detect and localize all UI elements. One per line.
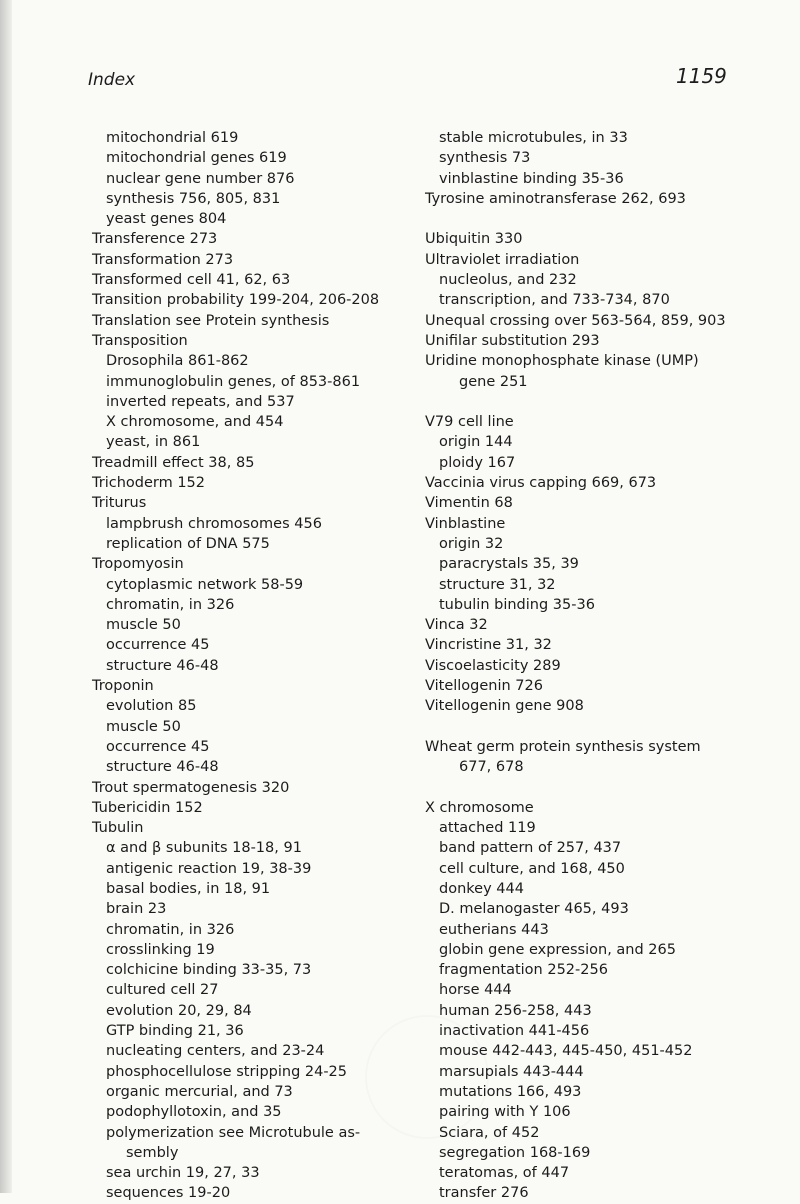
index-entry: Vinblastine xyxy=(425,515,506,532)
index-subentry: nucleolus, and 232 xyxy=(439,272,577,289)
index-spacer xyxy=(425,209,765,229)
index-subentry: Sciara, of 452 xyxy=(439,1124,540,1141)
index-subentry: X chromosome, and 454 xyxy=(106,414,284,431)
index-subentry: globin gene expression, and 265 xyxy=(439,941,676,958)
index-subentry: teratomas, of 447 xyxy=(439,1165,570,1182)
index-subentry: Drosophila 861-862 xyxy=(106,353,249,370)
index-subentry: inactivation 441-456 xyxy=(439,1023,590,1040)
index-subentry: synthesis 756, 805, 831 xyxy=(106,190,281,207)
index-subentry: structure 46-48 xyxy=(106,657,219,674)
page-number: 1159 xyxy=(676,64,727,88)
index-subentry: lampbrush chromosomes 456 xyxy=(106,515,322,532)
index-subentry: sequences 19-20 xyxy=(106,1185,231,1202)
index-subentry: inverted repeats, and 537 xyxy=(106,393,295,410)
index-subentry: muscle 50 xyxy=(106,718,181,735)
index-subentry: mutations 166, 493 xyxy=(439,1083,582,1100)
index-subentry: chromatin, in 326 xyxy=(106,596,235,613)
index-subentry: nucleating centers, and 23-24 xyxy=(106,1043,325,1060)
index-entry: Viscoelasticity 289 xyxy=(425,657,561,674)
index-entry: Translation see Protein synthesis xyxy=(92,312,330,329)
index-subentry: synthesis 73 xyxy=(439,150,531,167)
index-entry: Trout spermatogenesis 320 xyxy=(92,779,290,796)
index-column-left xyxy=(92,128,422,1204)
index-subentry: occurrence 45 xyxy=(106,637,210,654)
index-subentry: segregation 168-169 xyxy=(439,1144,591,1161)
index-subentry: 677, 678 xyxy=(459,759,524,776)
index-subentry: GTP binding 21, 36 xyxy=(106,1023,244,1040)
index-subentry: occurrence 45 xyxy=(106,738,210,755)
index-entry: Uridine monophosphate kinase (UMP) xyxy=(425,353,699,370)
index-subentry: pairing with Y 106 xyxy=(439,1104,571,1121)
index-subentry: immunoglobulin genes, of 853-861 xyxy=(106,373,361,390)
index-subentry: marsupials 443-444 xyxy=(439,1063,584,1080)
index-subentry: ploidy 167 xyxy=(439,454,516,471)
index-subentry: structure 31, 32 xyxy=(439,576,556,593)
index-entry: Tyrosine aminotransferase 262, 693 xyxy=(425,190,686,207)
index-subentry: podophyllotoxin, and 35 xyxy=(106,1104,282,1121)
index-subentry: band pattern of 257, 437 xyxy=(439,840,622,857)
index-subentry: antigenic reaction 19, 38-39 xyxy=(106,860,312,877)
index-entry: Vitellogenin gene 908 xyxy=(425,698,584,715)
index-subentry: crosslinking 19 xyxy=(106,941,215,958)
index-spacer xyxy=(425,392,765,412)
index-entry: Treadmill effect 38, 85 xyxy=(92,454,255,471)
index-subentry: muscle 50 xyxy=(106,617,181,634)
index-subentry: yeast, in 861 xyxy=(106,434,201,451)
index-subentry: origin 32 xyxy=(439,535,504,552)
index-subentry: paracrystals 35, 39 xyxy=(439,556,579,573)
index-subentry: polymerization see Microtubule as- xyxy=(106,1124,361,1141)
index-subentry: sea urchin 19, 27, 33 xyxy=(106,1165,260,1182)
index-subentry: α and β subunits 18-18, 91 xyxy=(106,840,302,857)
index-subentry: horse 444 xyxy=(439,982,512,999)
index-entry: Vinca 32 xyxy=(425,617,488,634)
index-entry: Vincristine 31, 32 xyxy=(425,637,552,654)
index-entry: Transference 273 xyxy=(92,231,218,248)
index-subentry: stable microtubules, in 33 xyxy=(439,130,628,146)
index-subentry: transfer 276 xyxy=(439,1185,529,1202)
index-subentry: vinblastine binding 35-36 xyxy=(439,170,624,187)
library-stamp-watermark xyxy=(365,1015,489,1139)
index-subentry: gene 251 xyxy=(459,373,528,390)
index-subentry: mitochondrial genes 619 xyxy=(106,150,287,167)
page-gutter-shadow xyxy=(0,0,12,1193)
index-subentry: transcription, and 733-734, 870 xyxy=(439,292,670,309)
index-subentry: donkey 444 xyxy=(439,880,524,897)
index-entry: Ultraviolet irradiation xyxy=(425,251,580,268)
index-entry: V79 cell line xyxy=(425,414,514,431)
index-entry: Tubericidin 152 xyxy=(92,799,203,816)
index-subentry: cell culture, and 168, 450 xyxy=(439,860,625,877)
index-subentry: human 256-258, 443 xyxy=(439,1002,592,1019)
index-subentry: fragmentation 252-256 xyxy=(439,962,608,979)
index-entry: Troponin xyxy=(92,678,154,695)
index-subentry: mouse 442-443, 445-450, 451-452 xyxy=(439,1043,693,1060)
index-subentry: nuclear gene number 876 xyxy=(106,170,295,187)
index-entry: Vaccinia virus capping 669, 673 xyxy=(425,475,657,492)
index-subentry: sembly xyxy=(126,1144,179,1161)
index-subentry: cultured cell 27 xyxy=(106,982,219,999)
index-subentry: phosphocellulose stripping 24-25 xyxy=(106,1063,348,1080)
index-entry: Unequal crossing over 563-564, 859, 903 xyxy=(425,312,726,329)
index-subentry: colchicine binding 33-35, 73 xyxy=(106,962,312,979)
index-subentry: D. melanogaster 465, 493 xyxy=(439,901,629,918)
index-subentry: chromatin, in 326 xyxy=(106,921,235,938)
index-spacer xyxy=(425,717,765,737)
index-subentry: basal bodies, in 18, 91 xyxy=(106,880,271,897)
index-subentry: mitochondrial 619 xyxy=(106,130,239,146)
index-subentry: evolution 20, 29, 84 xyxy=(106,1002,252,1019)
index-entry: Triturus xyxy=(92,495,147,512)
index-entry: Unifilar substitution 293 xyxy=(425,332,600,349)
index-entry: Tubulin xyxy=(92,820,144,837)
index-entry: X chromosome xyxy=(425,799,534,816)
index-subentry: eutherians 443 xyxy=(439,921,549,938)
index-spacer xyxy=(425,778,765,798)
index-subentry: cytoplasmic network 58-59 xyxy=(106,576,304,593)
index-subentry: evolution 85 xyxy=(106,698,197,715)
index-subentry: yeast genes 804 xyxy=(106,211,227,228)
page-header xyxy=(0,0,800,110)
index-subentry: tubulin binding 35-36 xyxy=(439,596,595,613)
index-entry: Vimentin 68 xyxy=(425,495,513,512)
index-entry: Trichoderm 152 xyxy=(92,475,205,492)
index-subentry: origin 144 xyxy=(439,434,513,451)
index-subentry: organic mercurial, and 73 xyxy=(106,1083,293,1100)
index-subentry: attached 119 xyxy=(439,820,536,837)
index-entry: Transformed cell 41, 62, 63 xyxy=(92,272,291,289)
index-entry: Vitellogenin 726 xyxy=(425,678,543,695)
index-subentry: brain 23 xyxy=(106,901,167,918)
running-title: Index xyxy=(88,70,136,90)
index-entry: Wheat germ protein synthesis system xyxy=(425,738,701,755)
index-subentry: replication of DNA 575 xyxy=(106,535,270,552)
index-subentry: structure 46-48 xyxy=(106,759,219,776)
index-entry: Tropomyosin xyxy=(92,556,184,573)
index-entry: Transformation 273 xyxy=(92,251,234,268)
index-entry: Transition probability 199-204, 206-208 xyxy=(92,292,380,309)
index-entry: Ubiquitin 330 xyxy=(425,231,523,248)
index-entry: Transposition xyxy=(92,332,188,349)
